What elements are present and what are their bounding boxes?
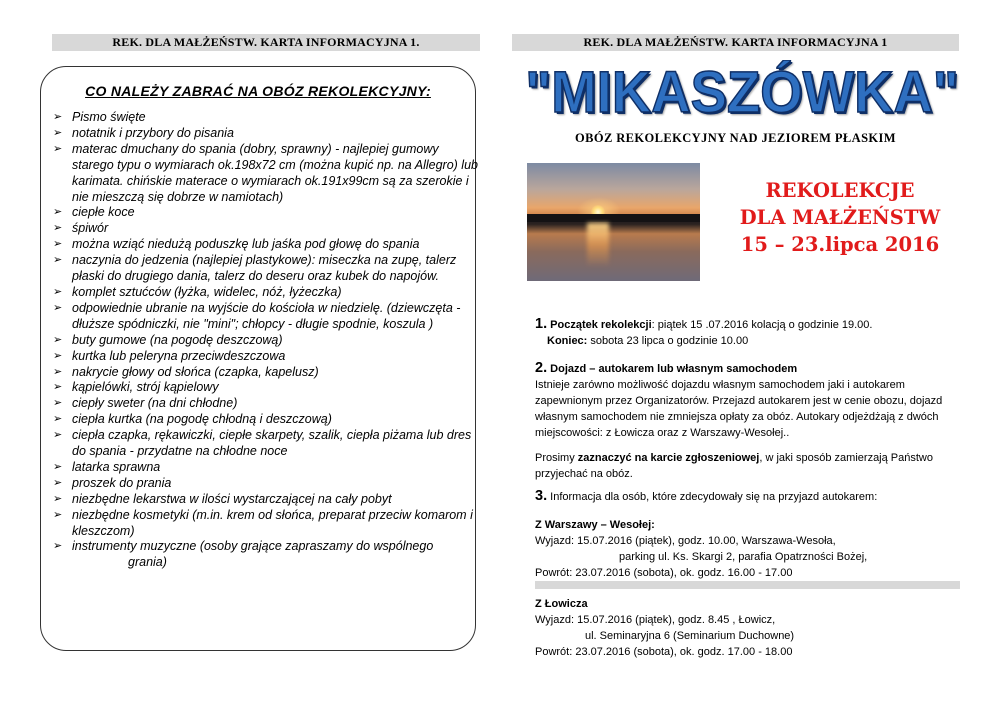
mikaszowka-title: "MIKASZÓWKA" (525, 60, 959, 125)
arrow-bullet-icon: ➢ (53, 460, 63, 473)
retreat-heading (718, 177, 962, 258)
transport-paragraph: Istnieje zarówno możliwość dojazdu własnym samochodem jaki i autokarem zapewnionym przez Organizatorów. Przejazd autokarem jest w cenie obozu, dojazd własnym samochodem nie zmniejsza opłaty za obóz. Autokary odjeżdżają z dwóch miejscowości: z Łowicza oraz z Warszawy-Wesołej.. (535, 379, 943, 439)
packing-list-item: ➢ śpiwór (53, 221, 109, 236)
separator-bar (535, 581, 960, 589)
start-label: Początek rekolekcji (550, 319, 652, 331)
lowicz-line1: Wyjazd: 15.07.2016 (piątek), godz. 8.45 , Łowicz, (535, 614, 776, 626)
packing-list-item: ➢ komplet sztućców (łyżka, widelec, nóż, łyżeczka) (53, 284, 342, 299)
section-2-title: Dojazd – autokarem lub własnym samochodem (550, 363, 798, 375)
packing-list (52, 110, 480, 571)
packing-list-item: ➢ buty gumowe (na pogodę deszczową) (53, 332, 283, 347)
retreat-heading-line1: REKOLEKCJE (765, 179, 915, 202)
arrow-bullet-icon: ➢ (53, 365, 63, 378)
arrow-bullet-icon: ➢ (53, 540, 63, 553)
packing-list-item: ➢ naczynia do jedzenia (najlepiej plastykowe): miseczka na zupę, talerz płaski do drugiego dania, talerz do deseru oraz kubek do napojów. (53, 253, 457, 284)
arrow-bullet-icon: ➢ (53, 476, 63, 489)
packing-list-item: ➢ instrumenty muzyczne (osoby grające zapraszamy do wspólnego grania) (53, 539, 434, 570)
warsaw-line2: parking ul. Ks. Skargi 2, parafia Opatrzności Bożej, (619, 551, 868, 563)
packing-list-item: ➢ materac dmuchany do spania (dobry, sprawny) - najlepiej gumowy starego typu o wymiarach ok.198x72 cm (można kupić np. na Allegro) lub karimata. chińskie materace o wymiarach ok.191x99cm są za szerokie i nie mieszczą się dobrze w namiotach) (53, 141, 478, 204)
packing-list-item: ➢ kurtka lub peleryna przeciwdeszczowa (53, 348, 286, 363)
packing-list-item: ➢ ciepła kurtka (na pogodę chłodną i deszczową) (53, 412, 332, 427)
arrow-bullet-icon: ➢ (53, 397, 63, 410)
arrow-bullet-icon: ➢ (53, 254, 63, 267)
section-1-number: 1. (535, 316, 548, 332)
packing-list-item: ➢ Pismo święte (53, 110, 146, 124)
arrow-bullet-icon: ➢ (53, 429, 63, 442)
warsaw-line1: Wyjazd: 15.07.2016 (piątek), godz. 10.00, Warszawa-Wesoła, (535, 535, 836, 547)
arrow-bullet-icon: ➢ (53, 206, 63, 219)
packing-list-title: CO NALEŻY ZABRAĆ NA OBÓZ REKOLEKCYJNY: (85, 83, 431, 99)
left-page-header: REK. DLA MAŁŻEŃSTW. KARTA INFORMACYJNA 1. (52, 34, 480, 51)
arrow-bullet-icon: ➢ (53, 285, 63, 298)
packing-list-item: ➢ latarka sprawna (53, 459, 161, 474)
packing-list-item: ➢ kąpielówki, strój kąpielowy (53, 380, 219, 395)
retreat-heading-line2: DLA MAŁŻEŃSTW (739, 206, 941, 229)
lowicz-line2: ul. Seminaryjna 6 (Seminarium Duchowne) (585, 630, 795, 642)
arrow-bullet-icon: ➢ (53, 349, 63, 362)
packing-list-item: ➢ ciepła czapka, rękawiczki, ciepłe skarpety, szalik, ciepła piżama lub dres do spania - przydatne na chłodne noce (53, 428, 472, 459)
arrow-bullet-icon: ➢ (53, 333, 63, 346)
lowicz-line3: Powrót: 23.07.2016 (sobota), ok. godz. 17.00 - 18.00 (535, 646, 793, 658)
arrow-bullet-icon: ➢ (53, 126, 63, 139)
arrow-bullet-icon: ➢ (53, 222, 63, 235)
lowicz-departure (535, 596, 960, 660)
start-text: : piątek 15 .07.2016 kolacją o godzinie 19.00. (651, 319, 873, 331)
section-1 (535, 316, 960, 349)
end-label: Koniec: (547, 335, 588, 347)
retreat-dates: 15 – 23.lipca 2016 (740, 233, 940, 256)
warsaw-line3: Powrót: 23.07.2016 (sobota), ok. godz. 16.00 - 17.00 (535, 567, 793, 579)
packing-list-item: ➢ odpowiednie ubranie na wyjście do kościoła w niedzielę. (dziewczęta - dłuższe spódniczki, nie "mini"; chłopcy - długie spodnie, koszula ) (53, 300, 461, 331)
packing-list-item: ➢ notatnik i przybory do pisania (53, 125, 234, 140)
warsaw-title: Z Warszawy – Wesołej: (535, 519, 655, 531)
packing-list-item: ➢ nakrycie głowy od słońca (czapka, kapelusz) (53, 364, 319, 379)
end-text: sobota 23 lipca o godzinie 10.00 (587, 335, 749, 347)
section-3-number: 3. (535, 488, 548, 504)
arrow-bullet-icon: ➢ (53, 413, 63, 426)
section-2-number: 2. (535, 360, 548, 376)
arrow-bullet-icon: ➢ (53, 111, 63, 123)
arrow-bullet-icon: ➢ (53, 508, 63, 521)
warsaw-departure (535, 517, 960, 581)
packing-list-item: ➢ ciepłe koce (53, 205, 135, 220)
section-2 (535, 360, 960, 482)
lowicz-title: Z Łowicza (535, 598, 588, 610)
packing-list-item: ➢ ciepły sweter (na dni chłodne) (53, 396, 238, 411)
camp-subtitle: OBÓZ REKOLEKCYJNY NAD JEZIOREM PŁASKIM (574, 131, 897, 145)
arrow-bullet-icon: ➢ (53, 381, 63, 394)
arrow-bullet-icon: ➢ (53, 492, 63, 505)
arrow-bullet-icon: ➢ (53, 142, 63, 155)
arrow-bullet-icon: ➢ (53, 238, 63, 251)
section-3 (535, 488, 960, 505)
packing-list-item: ➢ można wziąć niedużą poduszkę lub jaśka pod głowę do spania (53, 237, 420, 252)
right-page-header: REK. DLA MAŁŻEŃSTW. KARTA INFORMACYJNA 1 (512, 34, 959, 51)
packing-list-item: ➢ niezbędne kosmetyki (m.in. krem od słońca, preparat przeciw komarom i kleszczom) (53, 507, 473, 538)
registration-note: Prosimy zaznaczyć na karcie zgłoszeniowej, w jaki sposób zamierzają Państwo przyjechać na obóz. (535, 452, 933, 480)
packing-list-item: ➢ niezbędne lekarstwa w ilości wystarczającej na cały pobyt (53, 491, 392, 506)
lake-sunset-photo (527, 163, 700, 281)
section-3-text: Informacja dla osób, które zdecydowały się na przyjazd autokarem: (550, 491, 878, 503)
arrow-bullet-icon: ➢ (53, 301, 63, 314)
packing-list-item: ➢ proszek do prania (53, 475, 172, 490)
